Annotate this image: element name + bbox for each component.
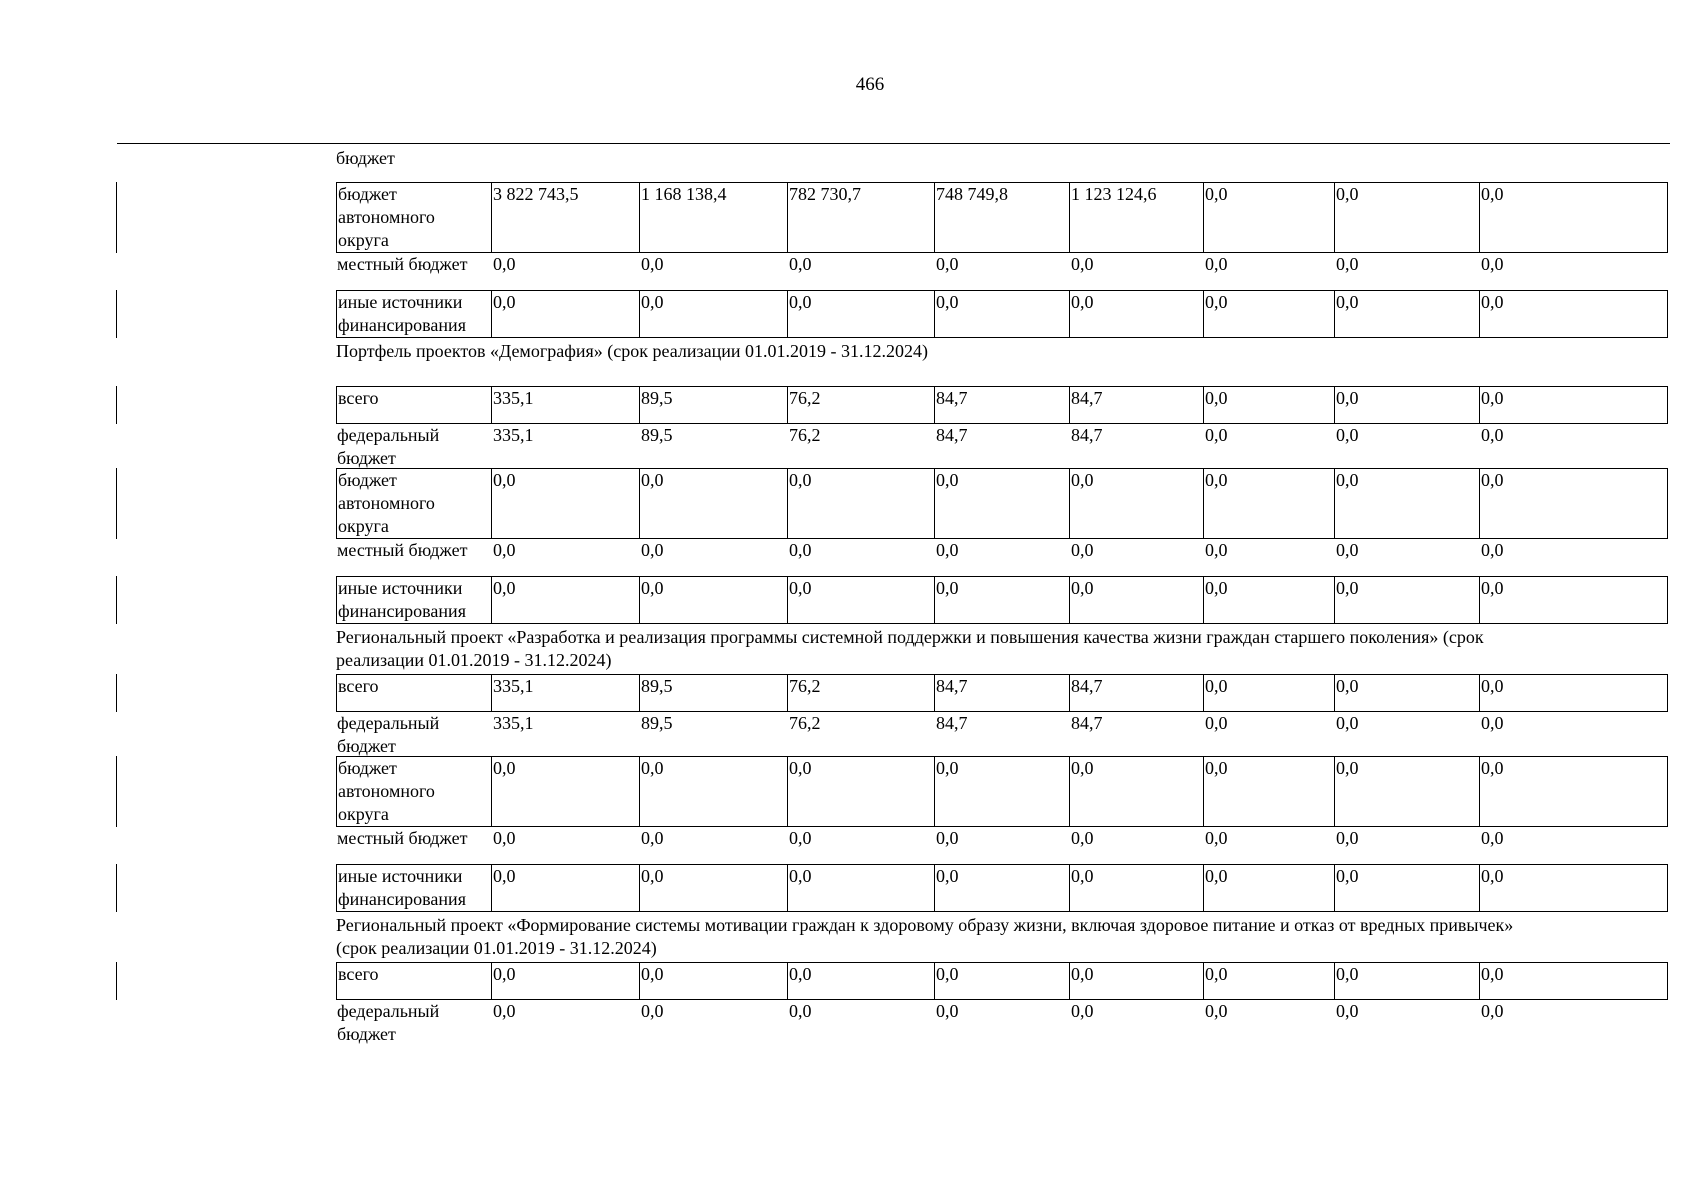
section-title: Портфель проектов «Демография» (срок реализации 01.01.2019 - 31.12.2024)	[336, 341, 928, 361]
value-cell: 0,0	[492, 864, 640, 912]
value-cell: 335,1	[492, 674, 640, 712]
value-cell: 0,0	[935, 576, 1070, 624]
value-cell: 0,0	[1336, 540, 1359, 560]
value-cell: 0,0	[1480, 468, 1668, 539]
section-title-line2: (срок реализации 01.01.2019 - 31.12.2024)	[336, 938, 657, 958]
value-cell: 0,0	[789, 540, 812, 560]
value-cell: 0,0	[788, 576, 935, 624]
value-cell: 76,2	[788, 674, 935, 712]
value-cell: 84,7	[936, 425, 968, 445]
row-label: местный бюджет	[337, 828, 468, 848]
value-cell: 0,0	[1204, 864, 1335, 912]
value-cell: 0,0	[1336, 254, 1359, 274]
page-number: 466	[855, 74, 885, 95]
value-cell: 0,0	[1335, 468, 1480, 539]
value-cell: 782 730,7	[788, 182, 935, 253]
table-top-rule	[117, 143, 1670, 144]
value-cell: 84,7	[1070, 674, 1204, 712]
row-label: всего	[336, 386, 492, 424]
value-cell: 0,0	[640, 756, 788, 827]
value-cell: 0,0	[1336, 713, 1359, 733]
value-cell: 84,7	[936, 713, 968, 733]
value-cell: 0,0	[788, 864, 935, 912]
value-cell: 1 168 138,4	[640, 182, 788, 253]
row-label: всего	[336, 962, 492, 1000]
value-cell: 0,0	[1070, 756, 1204, 827]
value-cell: 0,0	[788, 756, 935, 827]
value-cell: 0,0	[788, 468, 935, 539]
value-cell: 0,0	[492, 290, 640, 338]
value-cell: 89,5	[640, 674, 788, 712]
value-cell: 0,0	[935, 864, 1070, 912]
row-label: бюджет автономного округа	[336, 182, 492, 253]
value-cell: 335,1	[492, 386, 640, 424]
value-cell: 0,0	[1205, 254, 1228, 274]
value-cell: 0,0	[640, 468, 788, 539]
row-label: федеральный бюджет	[337, 1001, 440, 1044]
value-cell: 0,0	[1480, 962, 1668, 1000]
value-cell: 0,0	[493, 828, 516, 848]
value-cell: 0,0	[640, 576, 788, 624]
value-cell: 0,0	[1336, 1001, 1359, 1021]
value-cell: 0,0	[1071, 828, 1094, 848]
left-margin-bar	[116, 290, 117, 338]
value-cell: 89,5	[640, 386, 788, 424]
value-cell: 0,0	[1204, 290, 1335, 338]
value-cell: 89,5	[641, 425, 673, 445]
value-cell: 0,0	[1205, 540, 1228, 560]
value-cell: 0,0	[492, 576, 640, 624]
value-cell: 84,7	[1071, 713, 1103, 733]
value-cell: 0,0	[1335, 576, 1480, 624]
row-label: иные источники финансирования	[336, 290, 492, 338]
value-cell: 0,0	[1480, 386, 1668, 424]
value-cell: 0,0	[1071, 540, 1094, 560]
value-cell: 0,0	[936, 540, 959, 560]
value-cell: 3 822 743,5	[492, 182, 640, 253]
value-cell: 0,0	[935, 290, 1070, 338]
value-cell: 0,0	[1204, 182, 1335, 253]
value-cell: 0,0	[641, 254, 664, 274]
value-cell: 0,0	[1335, 290, 1480, 338]
row-label: иные источники финансирования	[336, 864, 492, 912]
value-cell: 76,2	[788, 386, 935, 424]
value-cell: 0,0	[789, 254, 812, 274]
value-cell: 0,0	[1480, 864, 1668, 912]
value-cell: 0,0	[1204, 386, 1335, 424]
value-cell: 0,0	[935, 756, 1070, 827]
value-cell: 0,0	[936, 254, 959, 274]
value-cell: 0,0	[1204, 674, 1335, 712]
section-title-line1: Региональный проект «Формирование системы мотивации граждан к здоровому образу жизни, включая здоровое питание и отказ от вредных привычек»	[336, 915, 1514, 935]
value-cell: 0,0	[1071, 254, 1094, 274]
value-cell: 0,0	[1335, 386, 1480, 424]
left-margin-bar	[116, 386, 117, 424]
left-margin-bar	[116, 468, 117, 539]
value-cell: 0,0	[1204, 756, 1335, 827]
value-cell: 0,0	[1336, 425, 1359, 445]
value-cell: 0,0	[1481, 1001, 1504, 1021]
value-cell: 0,0	[641, 1001, 664, 1021]
value-cell: 0,0	[1481, 425, 1504, 445]
value-cell: 0,0	[789, 1001, 812, 1021]
value-cell: 0,0	[492, 756, 640, 827]
value-cell: 0,0	[641, 540, 664, 560]
value-cell: 0,0	[640, 962, 788, 1000]
value-cell: 0,0	[1335, 864, 1480, 912]
value-cell: 0,0	[1204, 576, 1335, 624]
value-cell: 0,0	[1481, 828, 1504, 848]
value-cell: 0,0	[1070, 468, 1204, 539]
continued-label-tail: бюджет	[336, 148, 395, 168]
value-cell: 0,0	[788, 962, 935, 1000]
value-cell: 84,7	[935, 674, 1070, 712]
value-cell: 84,7	[935, 386, 1070, 424]
value-cell: 0,0	[789, 828, 812, 848]
row-label: всего	[336, 674, 492, 712]
value-cell: 76,2	[789, 713, 821, 733]
row-label: бюджет автономного округа	[336, 468, 492, 539]
value-cell: 0,0	[493, 254, 516, 274]
value-cell: 0,0	[492, 962, 640, 1000]
value-cell: 0,0	[1205, 1001, 1228, 1021]
value-cell: 0,0	[1335, 182, 1480, 253]
left-margin-bar	[116, 962, 117, 1000]
value-cell: 76,2	[789, 425, 821, 445]
left-margin-bar	[116, 674, 117, 712]
value-cell: 748 749,8	[935, 182, 1070, 253]
value-cell: 0,0	[1070, 290, 1204, 338]
value-cell: 0,0	[1336, 828, 1359, 848]
value-cell: 0,0	[493, 540, 516, 560]
value-cell: 0,0	[1481, 254, 1504, 274]
row-label: федеральный бюджет	[337, 425, 440, 468]
value-cell: 0,0	[641, 828, 664, 848]
value-cell: 0,0	[936, 828, 959, 848]
value-cell: 335,1	[493, 713, 534, 733]
value-cell: 0,0	[640, 864, 788, 912]
left-margin-bar	[116, 576, 117, 624]
value-cell: 0,0	[1480, 576, 1668, 624]
section-title-line2: реализации 01.01.2019 - 31.12.2024)	[336, 650, 612, 670]
value-cell: 0,0	[1070, 864, 1204, 912]
value-cell: 0,0	[1204, 962, 1335, 1000]
value-cell: 0,0	[936, 1001, 959, 1021]
left-margin-bar	[116, 864, 117, 912]
value-cell: 0,0	[1335, 674, 1480, 712]
value-cell: 0,0	[1335, 962, 1480, 1000]
value-cell: 0,0	[1335, 756, 1480, 827]
value-cell: 84,7	[1070, 386, 1204, 424]
row-label: местный бюджет	[337, 540, 468, 560]
value-cell: 0,0	[492, 468, 640, 539]
value-cell: 0,0	[935, 962, 1070, 1000]
value-cell: 0,0	[493, 1001, 516, 1021]
value-cell: 0,0	[640, 290, 788, 338]
value-cell: 0,0	[1070, 576, 1204, 624]
value-cell: 335,1	[493, 425, 534, 445]
row-label: иные источники финансирования	[336, 576, 492, 624]
value-cell: 0,0	[788, 290, 935, 338]
row-label: федеральный бюджет	[337, 713, 440, 756]
value-cell: 0,0	[1480, 674, 1668, 712]
value-cell: 0,0	[1480, 290, 1668, 338]
value-cell: 0,0	[1205, 713, 1228, 733]
row-label: местный бюджет	[337, 254, 468, 274]
value-cell: 0,0	[1071, 1001, 1094, 1021]
value-cell: 1 123 124,6	[1070, 182, 1204, 253]
value-cell: 0,0	[935, 468, 1070, 539]
value-cell: 0,0	[1480, 756, 1668, 827]
value-cell: 0,0	[1481, 540, 1504, 560]
left-margin-bar	[116, 756, 117, 827]
value-cell: 0,0	[1204, 468, 1335, 539]
value-cell: 0,0	[1205, 425, 1228, 445]
row-label: бюджет автономного округа	[336, 756, 492, 827]
value-cell: 0,0	[1481, 713, 1504, 733]
value-cell: 0,0	[1205, 828, 1228, 848]
value-cell: 84,7	[1071, 425, 1103, 445]
value-cell: 0,0	[1480, 182, 1668, 253]
value-cell: 0,0	[1070, 962, 1204, 1000]
value-cell: 89,5	[641, 713, 673, 733]
section-title-line1: Региональный проект «Разработка и реализация программы системной поддержки и повышения качества жизни граждан старшего поколения» (срок	[336, 627, 1484, 647]
left-margin-bar	[116, 182, 117, 253]
